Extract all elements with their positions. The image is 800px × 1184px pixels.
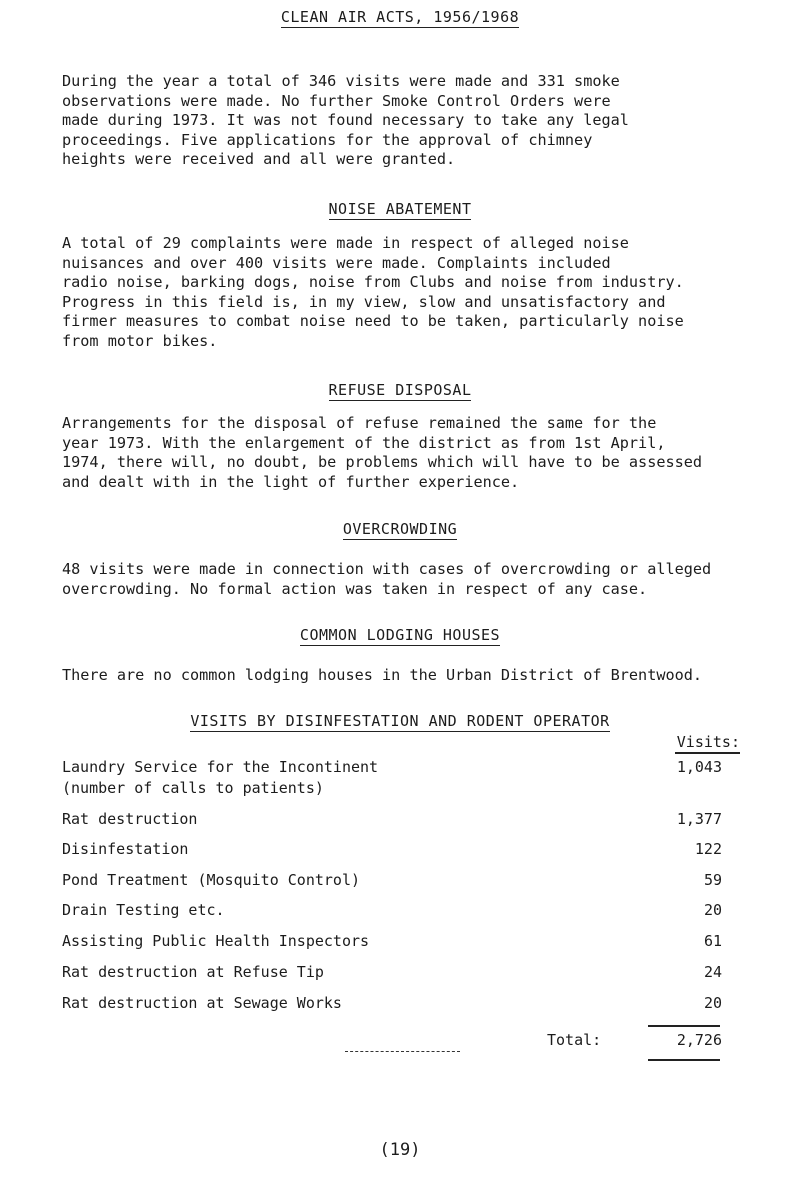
clean-air-line: During the year a total of 346 visits were made and 331 smoke — [62, 72, 620, 90]
refuse-line: year 1973. With the enlargement of the district as from 1st April, — [62, 433, 666, 452]
noise-heading — [0, 200, 800, 218]
page-title-text: CLEAN AIR ACTS, 1956/1968 — [280, 8, 520, 26]
noise-line: radio noise, barking dogs, noise from Clubs and noise from industry. — [62, 273, 684, 292]
noise-line: from motor bikes. — [62, 331, 218, 350]
visits-row-label: Pond Treatment (Mosquito Control) — [62, 871, 361, 889]
visits-row-label: Rat destruction at Sewage Works — [62, 994, 342, 1012]
clean-air-line: proceedings. Five applications for the approval of chimney — [62, 130, 593, 149]
visits-row-label: Disinfestation — [62, 840, 189, 858]
visits-row-value: 61 — [703, 932, 722, 950]
clean-air-line: observations were made. No further Smoke Control Orders were — [62, 91, 611, 110]
visits-row-value: 59 — [703, 871, 722, 889]
refuse-heading — [0, 381, 800, 399]
visits-row — [62, 871, 722, 891]
closing-dashed-rule — [345, 1051, 460, 1052]
visits-row-value: 20 — [703, 901, 722, 919]
overcrowding-heading — [0, 520, 800, 538]
noise-paragraph — [62, 234, 742, 352]
visits-row-value: 20 — [703, 994, 722, 1012]
visits-row — [62, 901, 722, 921]
refuse-line: and dealt with in the light of further experience. — [62, 472, 520, 491]
clean-air-line: heights were received and all were granted. — [62, 150, 456, 169]
clean-air-line: made during 1973. It was not found necessary to take any legal — [62, 111, 629, 130]
total-bottom-rule — [648, 1059, 720, 1061]
lodging-heading-text: COMMON LODGING HOUSES — [299, 626, 501, 644]
visits-row-value: 1,377 — [676, 810, 722, 828]
page-number — [0, 1140, 800, 1160]
clean-air-paragraph — [62, 72, 742, 170]
visits-row — [62, 779, 722, 799]
refuse-paragraph — [62, 414, 742, 492]
visits-row-label: (number of calls to patients) — [62, 779, 324, 797]
page-title — [0, 8, 800, 26]
visits-column-header-text: Visits: — [676, 733, 740, 751]
visits-heading-text: VISITS BY DISINFESTATION AND RODENT OPERATOR — [190, 712, 610, 730]
overcrowding-paragraph — [62, 560, 742, 599]
total-top-rule — [648, 1025, 720, 1027]
visits-row — [62, 810, 722, 830]
overcrowding-line: overcrowding. No formal action was taken in respect of any case. — [62, 579, 648, 598]
noise-line: Progress in this field is, in my view, slow and unsatisfactory and — [62, 292, 666, 311]
visits-row-label: Rat destruction at Refuse Tip — [62, 963, 324, 981]
visits-total-label: Total: — [547, 1031, 602, 1049]
refuse-line: 1974, there will, no doubt, be problems which will have to be assessed — [62, 453, 703, 472]
overcrowding-line: 48 visits were made in connection with cases of overcrowding or alleged — [62, 560, 712, 578]
column-header-underline — [675, 752, 740, 754]
visits-row-value: 122 — [694, 840, 722, 858]
lodging-paragraph — [62, 666, 742, 686]
noise-line: firmer measures to combat noise need to be taken, particularly noise — [62, 312, 684, 331]
visits-row — [62, 758, 722, 778]
visits-row — [62, 963, 722, 983]
visits-heading — [0, 712, 800, 730]
lodging-line: There are no common lodging houses in the Urban District of Brentwood. — [62, 666, 703, 684]
visits-row-label: Drain Testing etc. — [62, 901, 225, 919]
visits-row-label: Laundry Service for the Incontinent — [62, 758, 379, 776]
visits-row — [62, 932, 722, 952]
visits-total-value: 2,726 — [676, 1031, 722, 1049]
visits-row — [62, 840, 722, 860]
visits-row-value: 24 — [703, 963, 722, 981]
noise-line: A total of 29 complaints were made in respect of alleged noise — [62, 234, 629, 252]
noise-heading-text: NOISE ABATEMENT — [328, 200, 472, 218]
overcrowding-heading-text: OVERCROWDING — [342, 520, 458, 538]
visits-column-header — [677, 733, 740, 751]
visits-row-label: Rat destruction — [62, 810, 198, 828]
lodging-heading — [0, 626, 800, 644]
refuse-heading-text: REFUSE DISPOSAL — [328, 381, 472, 399]
visits-row-value: 1,043 — [676, 758, 722, 776]
refuse-line: Arrangements for the disposal of refuse remained the same for the — [62, 414, 657, 432]
visits-total-row — [62, 1031, 722, 1051]
noise-line: nuisances and over 400 visits were made. Complaints included — [62, 253, 611, 272]
visits-row — [62, 994, 722, 1014]
page-number-text: (19) — [379, 1140, 421, 1160]
visits-row-label: Assisting Public Health Inspectors — [62, 932, 370, 950]
